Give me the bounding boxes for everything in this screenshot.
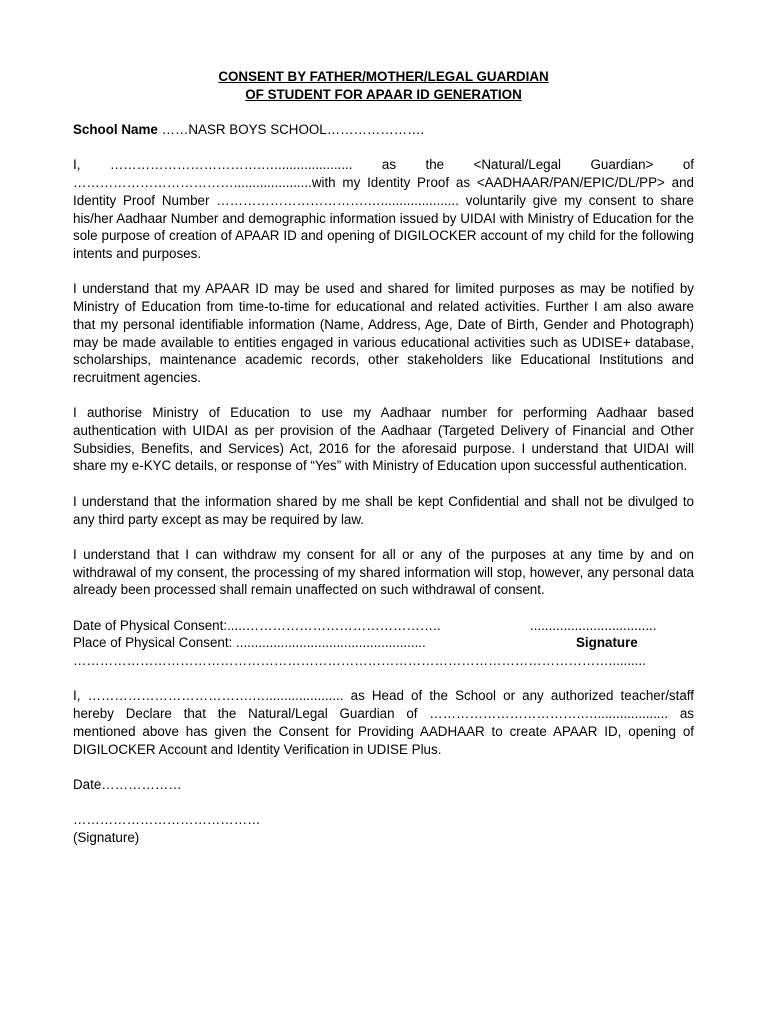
separator-dots: …………………………………………………………………………………………………………..........	[73, 653, 646, 669]
spacer	[73, 758, 694, 776]
aadhaar-authorisation-paragraph: I authorise Ministry of Education to use my Aadhaar number for performing Aadhaar based authentication with UIDAI as per provision of the Aadhaar (Targeted Delivery of Financial and Other Subsidies, Benefits, and Services) Act, 2016 for the aforesaid purpose. I understand that UIDAI will share my e-KYC details, or response of “Yes” with Ministry of Education upon successful authentication.	[73, 405, 694, 474]
spacer	[73, 528, 694, 546]
consent-place-row	[73, 634, 694, 652]
spacer	[73, 794, 694, 812]
guardian-consent-paragraph: I, …………………………….…..................... as the <Natural/Legal Guardian> of ……………………………….....................with my Identity Proof as <AADHAAR/PAN/EPIC/DL/PP> and Identity Proof Number …………………………….…..................... voluntarily give my consent to share his/her Aadhaar Number and demographic information issued by UIDAI with Ministry of Education for the sole purpose of creation of APAAR ID and opening of DIGILOCKER account of my child for the following intents and purposes.	[73, 157, 694, 261]
spacer	[73, 670, 694, 688]
consent-place-label: Place of Physical Consent: ...................................................	[73, 635, 426, 651]
footer-signature-label: (Signature)	[73, 830, 140, 846]
consent-date-label: Date of Physical Consent:.....……………………………………..	[73, 617, 441, 633]
spacer	[73, 263, 694, 281]
spacer	[73, 387, 694, 405]
consent-date-row	[73, 617, 694, 635]
spacer	[73, 599, 694, 617]
school-name-value: ……NASR BOYS SCHOOL………………….	[157, 122, 425, 138]
school-name-label: School Name	[73, 122, 158, 138]
signature-label: Signature	[576, 635, 638, 651]
footer-signature-dots: ……………………………………	[73, 812, 261, 828]
footer-date: Date………………	[73, 776, 182, 792]
school-name-line	[73, 121, 694, 139]
form-title-line1: CONSENT BY FATHER/MOTHER/LEGAL GUARDIAN	[218, 69, 549, 84]
consent-form-page	[73, 68, 694, 847]
withdrawal-paragraph: I understand that I can withdraw my consent for all or any of the purposes at any time by and on withdrawal of my consent, the processing of my shared information will stop, however, any personal data already been processed shall remain unaffected on such withdrawal of consent.	[73, 546, 694, 598]
signature-dots: ..................................	[530, 617, 657, 633]
form-title-line2: OF STUDENT FOR APAAR ID GENERATION	[245, 86, 522, 102]
confidentiality-paragraph: I understand that the information shared by me shall be kept Confidential and shall not be divulged to any third party except as may be required by law.	[73, 493, 694, 527]
spacer	[73, 475, 694, 493]
head-declaration-paragraph: I, ……………………………….…..................... as Head of the School or any authorized teacher/staff hereby Declare that the Natural/Legal Guardian of …………………………….….................... as mentioned above has given the Consent for Providing AADHAAR to create APAAR ID, opening of DIGILOCKER Account and Identity Verification in UDISE Plus.	[73, 688, 694, 757]
spacer	[73, 139, 694, 157]
apaar-usage-paragraph: I understand that my APAAR ID may be used and shared for limited purposes as may be notified by Ministry of Education from time-to-time for educational and related activities. Further I am also aware that my personal identifiable information (Name, Address, Age, Date of Birth, Gender and Photograph) may be made available to entities engaged in various educational activities such as UDISE+ database, scholarships, maintenance academic records, other stakeholders like Educational Institutions and recruitment agencies.	[73, 281, 694, 385]
spacer	[73, 103, 694, 121]
